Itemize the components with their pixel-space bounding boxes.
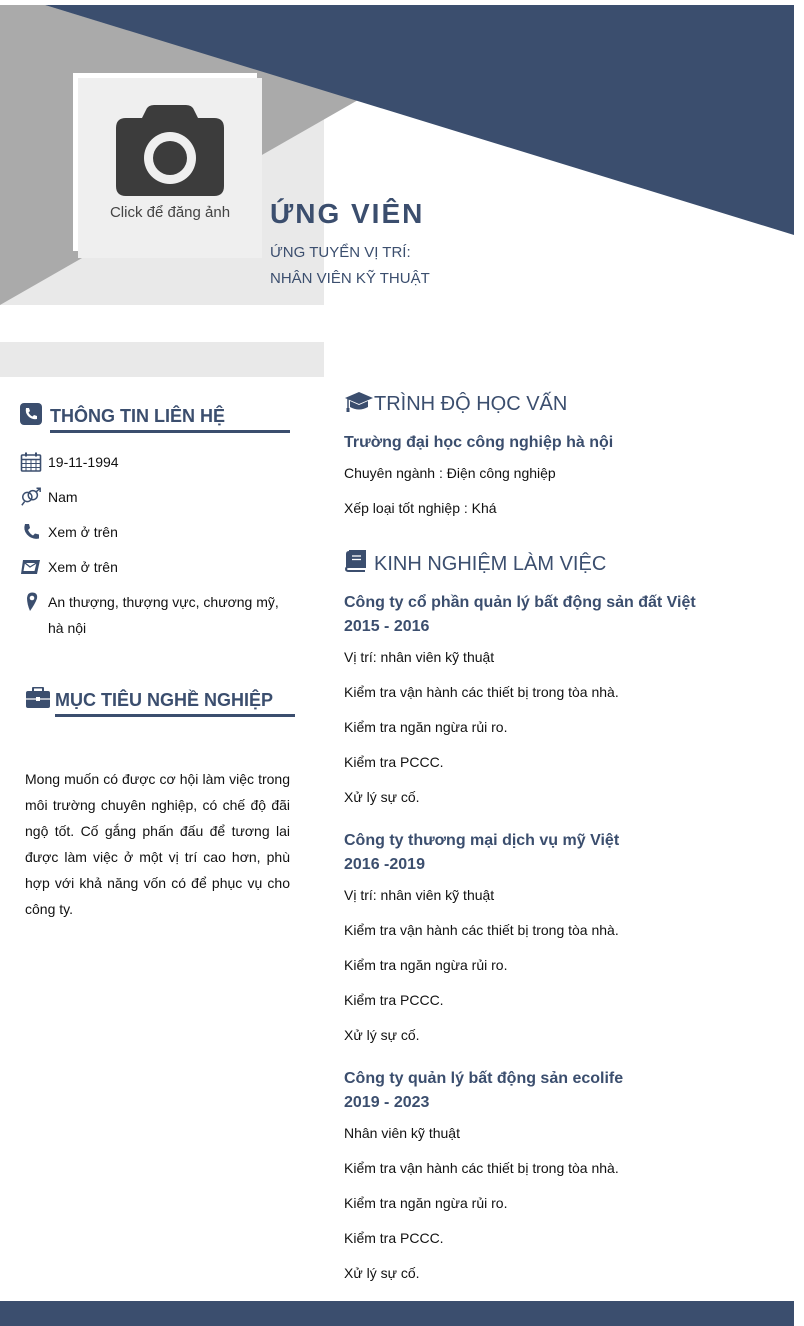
education-grade: Xếp loại tốt nghiệp : Khá bbox=[344, 500, 497, 516]
objective-underline bbox=[55, 714, 295, 717]
footer-bar bbox=[0, 1301, 794, 1326]
address-text-line1: An thượng, thượng vực, chương mỹ, bbox=[48, 594, 279, 610]
map-pin-icon bbox=[20, 592, 42, 612]
education-section-title: TRÌNH ĐỘ HỌC VẤN bbox=[374, 393, 568, 415]
job-detail: Xử lý sự cố. bbox=[344, 1265, 420, 1281]
photo-upload-label: Click để đăng ảnh bbox=[109, 204, 231, 221]
contact-underline bbox=[50, 430, 290, 433]
job-detail: Kiểm tra PCCC. bbox=[344, 992, 444, 1008]
graduation-cap-icon bbox=[344, 391, 374, 413]
job-detail: Vị trí: nhân viên kỹ thuật bbox=[344, 649, 495, 665]
position-value: NHÂN VIÊN KỸ THUẬT bbox=[270, 270, 430, 287]
phone-text: Xem ở trên bbox=[48, 524, 118, 540]
left-column-strip bbox=[0, 342, 324, 377]
envelope-icon bbox=[20, 557, 42, 577]
position-label: ỨNG TUYỂN VỊ TRÍ: bbox=[270, 244, 411, 261]
education-major: Chuyên ngành : Điện công nghiệp bbox=[344, 465, 556, 481]
job-period: 2015 - 2016 bbox=[344, 618, 430, 635]
briefcase-icon bbox=[25, 687, 51, 709]
birthday-text: 19-11-1994 bbox=[48, 454, 119, 470]
phone-icon bbox=[20, 522, 42, 542]
job-detail: Kiểm tra vận hành các thiết bị trong tòa nhà. bbox=[344, 684, 619, 700]
job-company: Công ty quản lý bất động sản ecolife bbox=[344, 1070, 624, 1087]
job-detail: Xử lý sự cố. bbox=[344, 1027, 420, 1043]
address-text-line2: hà nội bbox=[48, 620, 87, 636]
job-detail: Nhân viên kỹ thuật bbox=[344, 1125, 460, 1141]
gender-text: Nam bbox=[48, 489, 78, 505]
calendar-icon bbox=[20, 452, 42, 472]
contact-section-title: THÔNG TIN LIÊN HỆ bbox=[50, 406, 225, 426]
camera-icon bbox=[114, 104, 226, 198]
email-text: Xem ở trên bbox=[48, 559, 118, 575]
job-detail: Kiểm tra ngăn ngừa rủi ro. bbox=[344, 1195, 508, 1211]
job-company: Công ty thương mại dịch vụ mỹ Việt bbox=[344, 832, 620, 849]
experience-section-title: KINH NGHIỆM LÀM VIỆC bbox=[374, 553, 607, 575]
objective-section-title: MỤC TIÊU NGHỀ NGHIỆP bbox=[55, 690, 274, 710]
book-icon bbox=[344, 550, 366, 572]
candidate-name: ỨNG VIÊN bbox=[270, 198, 425, 229]
job-period: 2019 - 2023 bbox=[344, 1094, 430, 1111]
education-school: Trường đại học công nghiệp hà nội bbox=[344, 434, 614, 451]
job-detail: Kiểm tra vận hành các thiết bị trong tòa nhà. bbox=[344, 1160, 619, 1176]
objective-text: Mong muốn có được cơ hội làm việc trong môi trường chuyên nghiệp, có chế độ đãi ngộ tốt. Cố gắng phấn đấu để tương lai được làm việc ở một vị trí cao hơn, phù hợp với khả năng vốn có để phục vụ cho công ty. bbox=[25, 771, 290, 917]
photo-upload-button[interactable] bbox=[78, 78, 262, 258]
job-detail: Xử lý sự cố. bbox=[344, 789, 420, 805]
job-detail: Kiểm tra PCCC. bbox=[344, 754, 444, 770]
job-detail: Vị trí: nhân viên kỹ thuật bbox=[344, 887, 495, 903]
gender-icon bbox=[20, 487, 42, 507]
job-detail: Kiểm tra ngăn ngừa rủi ro. bbox=[344, 719, 508, 735]
phone-square-icon bbox=[20, 403, 42, 425]
job-company: Công ty cổ phần quản lý bất động sản đất Việt bbox=[344, 594, 696, 611]
job-detail: Kiểm tra vận hành các thiết bị trong tòa nhà. bbox=[344, 922, 619, 938]
job-detail: Kiểm tra PCCC. bbox=[344, 1230, 444, 1246]
job-period: 2016 -2019 bbox=[344, 856, 425, 873]
job-detail: Kiểm tra ngăn ngừa rủi ro. bbox=[344, 957, 508, 973]
